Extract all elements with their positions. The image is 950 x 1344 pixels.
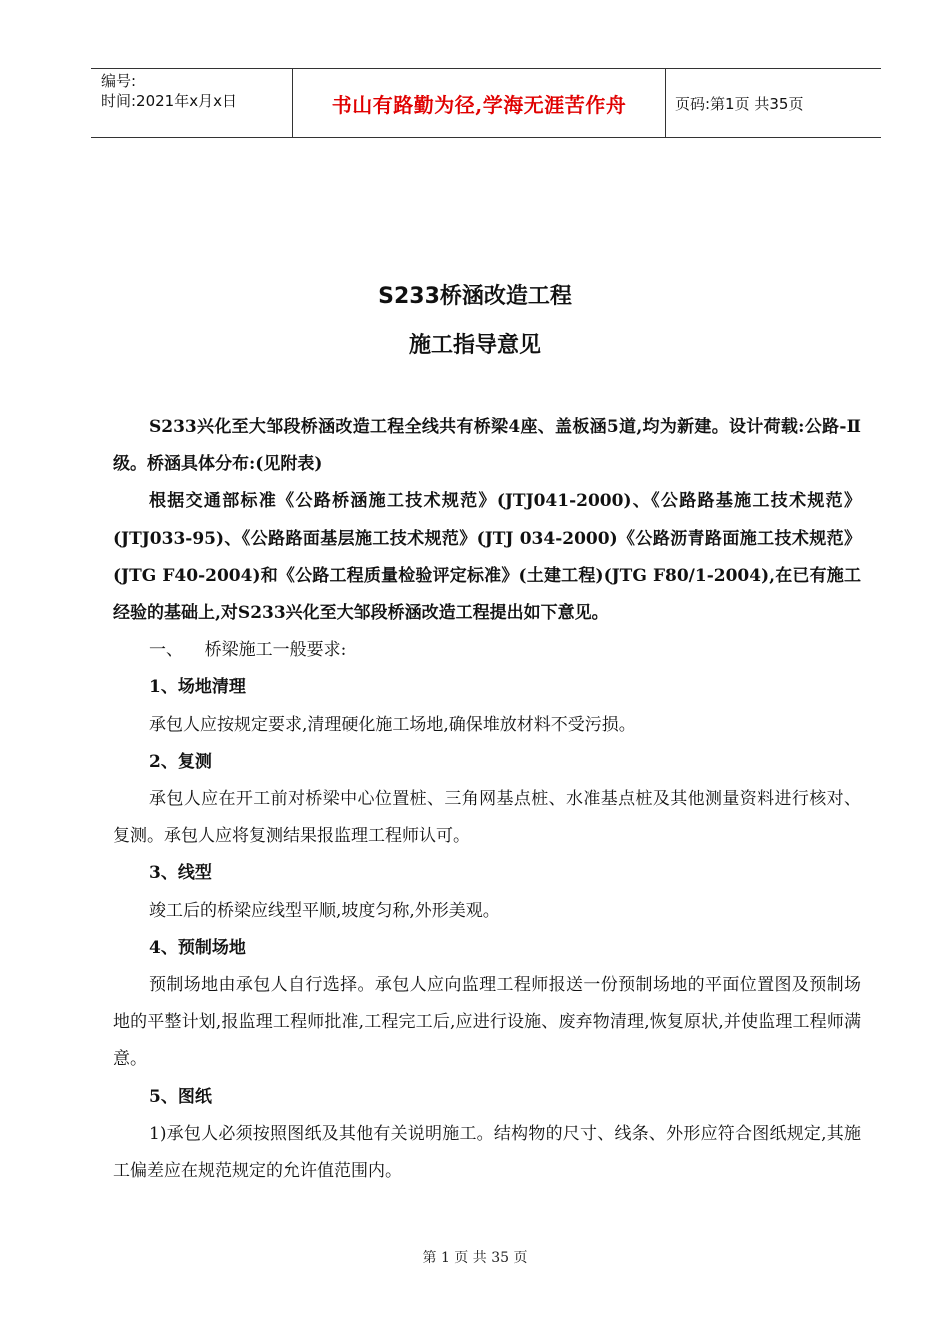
section-heading: 一、 桥梁施工一般要求:: [149, 640, 347, 661]
document-subtitle: 施工指导意见: [408, 333, 541, 358]
document-title: S233桥涵改造工程: [378, 284, 572, 309]
document-body: [113, 409, 861, 1190]
code-label: 编号:: [101, 72, 137, 90]
header-divider: [665, 69, 666, 137]
section-1-text: 承包人应按规定要求,清理硬化施工场地,确保堆放材料不受污损。: [149, 714, 636, 735]
basis-paragraph: 根据交通部标准《公路桥涵施工技术规范》(JTJ041-2000)、《公路路基施工技术规范》(JTJ033-95)、《公路路面基层施工技术规范》(JTJ 034-2000)《公路沥青路面施工技术规范》(JTG F40-2004)和《公路工程质量检验评定标准》(土建工程)(JTG F80/1-2004),在已有施工经验的基础上,对S233兴化至大邹段桥涵改造工程提出如下意见。: [113, 491, 861, 624]
section-5-title: 5、图纸: [149, 1086, 212, 1107]
page-footer: 第 1 页 共 35 页: [422, 1250, 528, 1266]
header-motto: 书山有路勤为径,学海无涯苦作舟: [331, 92, 627, 117]
intro-paragraph: S233兴化至大邹段桥涵改造工程全线共有桥梁4座、盖板涵5道,均为新建。设计荷载:公路-Ⅱ级。桥涵具体分布:(见附表): [113, 417, 861, 475]
section-2-text: 承包人应在开工前对桥梁中心位置桩、三角网基点桩、水准基点桩及其他测量资料进行核对、复测。承包人应将复测结果报监理工程师认可。: [113, 789, 861, 847]
section-4-title: 4、预制场地: [149, 937, 246, 958]
section-5-text: 1)承包人必须按照图纸及其他有关说明施工。结构物的尺寸、线条、外形应符合图纸规定,其施工偏差应在规范规定的允许值范围内。: [113, 1123, 861, 1182]
section-3-title: 3、线型: [149, 863, 212, 884]
header-page-info: 页码:第1页 共35页: [675, 94, 804, 113]
section-4-text: 预制场地由承包人自行选择。承包人应向监理工程师报送一份预制场地的平面位置图及预制场地的平整计划,报监理工程师批准,工程完工后,应进行设施、废弃物清理,恢复原状,并使监理工程师满意。: [113, 975, 861, 1070]
header-meta: [101, 71, 237, 111]
section-1-title: 1、场地清理: [149, 677, 246, 698]
section-3-text: 竣工后的桥梁应线型平顺,坡度匀称,外形美观。: [149, 900, 500, 921]
page-header: [91, 68, 881, 138]
section-2-title: 2、复测: [149, 751, 212, 772]
time-label: 时间:2021年x月x日: [101, 92, 237, 110]
